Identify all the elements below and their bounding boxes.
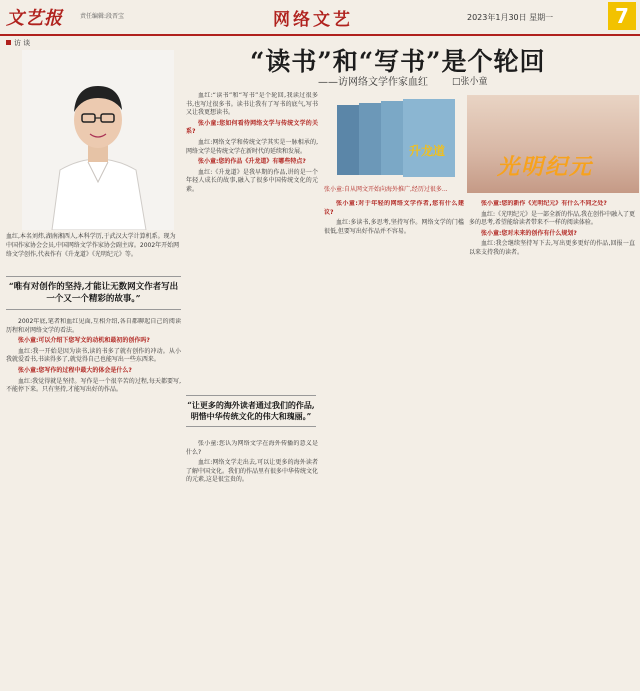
question: 张小童:您对未来的创作有什么规划?: [481, 229, 577, 237]
page-header: [0, 0, 640, 36]
kicker-square-icon: [6, 40, 11, 45]
paragraph: 血红:我一开始是因为读书,读的书多了就有创作的冲动。从小我就爱看书,书读得多了,就觉得自己也能写出一些东西来。: [6, 347, 181, 364]
issue-date: 2023年1月30日 星期一: [467, 13, 554, 22]
text-column-2b: [186, 440, 318, 688]
question: 张小童:您的新作《光明纪元》有什么不同之处?: [481, 200, 607, 207]
text-column-2: [186, 92, 318, 390]
question: 张小童:您的作品《升龙道》有哪些特点?: [198, 158, 306, 166]
paragraph: 血红:《光明纪元》是一部全新的作品,我在创作中融入了更多的思考,希望能给读者带来不一样的阅读体验。: [469, 210, 635, 227]
pull-quote-2: “让更多的海外读者通过我们的作品,明惜中华传统文化的伟大和瑰丽。”: [186, 395, 316, 427]
paragraph: 血红:“读书”和“写书”是个轮回,我读过很多书,也写过很多书。读书让我有了写书的底气,写书又让我更想读书。: [186, 92, 318, 117]
paragraph: 2002年底,笔者和血红见面,互相介绍,各自都聊起自己的阅读历程和对网络文学的看法。: [6, 318, 181, 334]
question: 张小童:您如何看待网络文学与传统文学的关系?: [186, 119, 318, 136]
portrait-illustration: [22, 50, 174, 230]
paragraph: 血红:我觉得就是坚持。写作是一个很辛苦的过程,每天都要写,不能停下来。只有坚持,才能写出好的作品。: [6, 377, 181, 394]
portrait-caption: 血红,本名刘炜,湖南湘西人,本科学历,于武汉大学计算机系。现为中国作家协会会员,中国网络文学作家协会副主席。2002年开始网络文学创作,代表作有《升龙道》《光明纪元》等。: [6, 233, 180, 258]
text-column-4: [469, 200, 635, 688]
section-title: 网络文艺: [273, 10, 353, 30]
paragraph: 血红:网络文学走出去,可以让更多的海外读者了解中国文化。我们的作品里有很多中华传统文化的元素,这是很宝贵的。: [186, 459, 318, 484]
side-quote: 张小童:自从网文开始向海外推广,经历过很多...: [324, 186, 448, 193]
page-number: 7: [608, 2, 636, 30]
question: 张小童:对于年轻的网络文学作者,您有什么建议?: [324, 200, 464, 216]
text-column-3: [324, 200, 464, 688]
paragraph: 血红:网络文学和传统文学其实是一脉相承的,网络文学是传统文学在新时代的延续和发展。: [186, 138, 318, 155]
paragraph: 血红:《升龙道》是我早期的作品,讲的是一个年轻人成长的故事,融入了很多中国传统文化的元素。: [186, 168, 318, 193]
article-byline: □张小童: [452, 77, 488, 87]
book-stack-image: [327, 95, 467, 185]
paragraph: 血红:多读书,多思考,坚持写作。网络文学的门槛很低,但要写出好作品并不容易。: [324, 219, 464, 235]
newspaper-logo: 文艺报: [6, 8, 63, 29]
question: 张小童:可以介绍下您写文的动机和最初的创作吗?: [18, 337, 150, 345]
author-portrait: [22, 50, 174, 230]
paragraph: 张小童:您认为网络文学在海外传播的意义是什么?: [186, 440, 318, 456]
text-column-1: [6, 318, 181, 688]
pull-quote-1: “唯有对创作的坚持,才能让无数网文作者写出一个又一个精彩的故事。”: [6, 276, 181, 310]
novel-cover-image: [467, 95, 639, 193]
editor-credit: 责任编辑:段晋宝: [80, 13, 125, 20]
article-subtitle: ——访网络文学作家血红: [318, 77, 428, 88]
paragraph: 血红:我会继续坚持写下去,写出更多更好的作品,回报一直以来支持我的读者。: [469, 240, 635, 256]
question: 张小童:您写作的过程中最大的体会是什么?: [18, 366, 132, 374]
book-title-2: 光明纪元: [497, 154, 594, 180]
book-covers-illustration: [327, 95, 467, 185]
kicker: 访 谈: [6, 38, 30, 48]
article-title: “读书”和“写书”是个轮回: [250, 47, 546, 76]
book-title-1: 升龙道: [409, 144, 446, 158]
